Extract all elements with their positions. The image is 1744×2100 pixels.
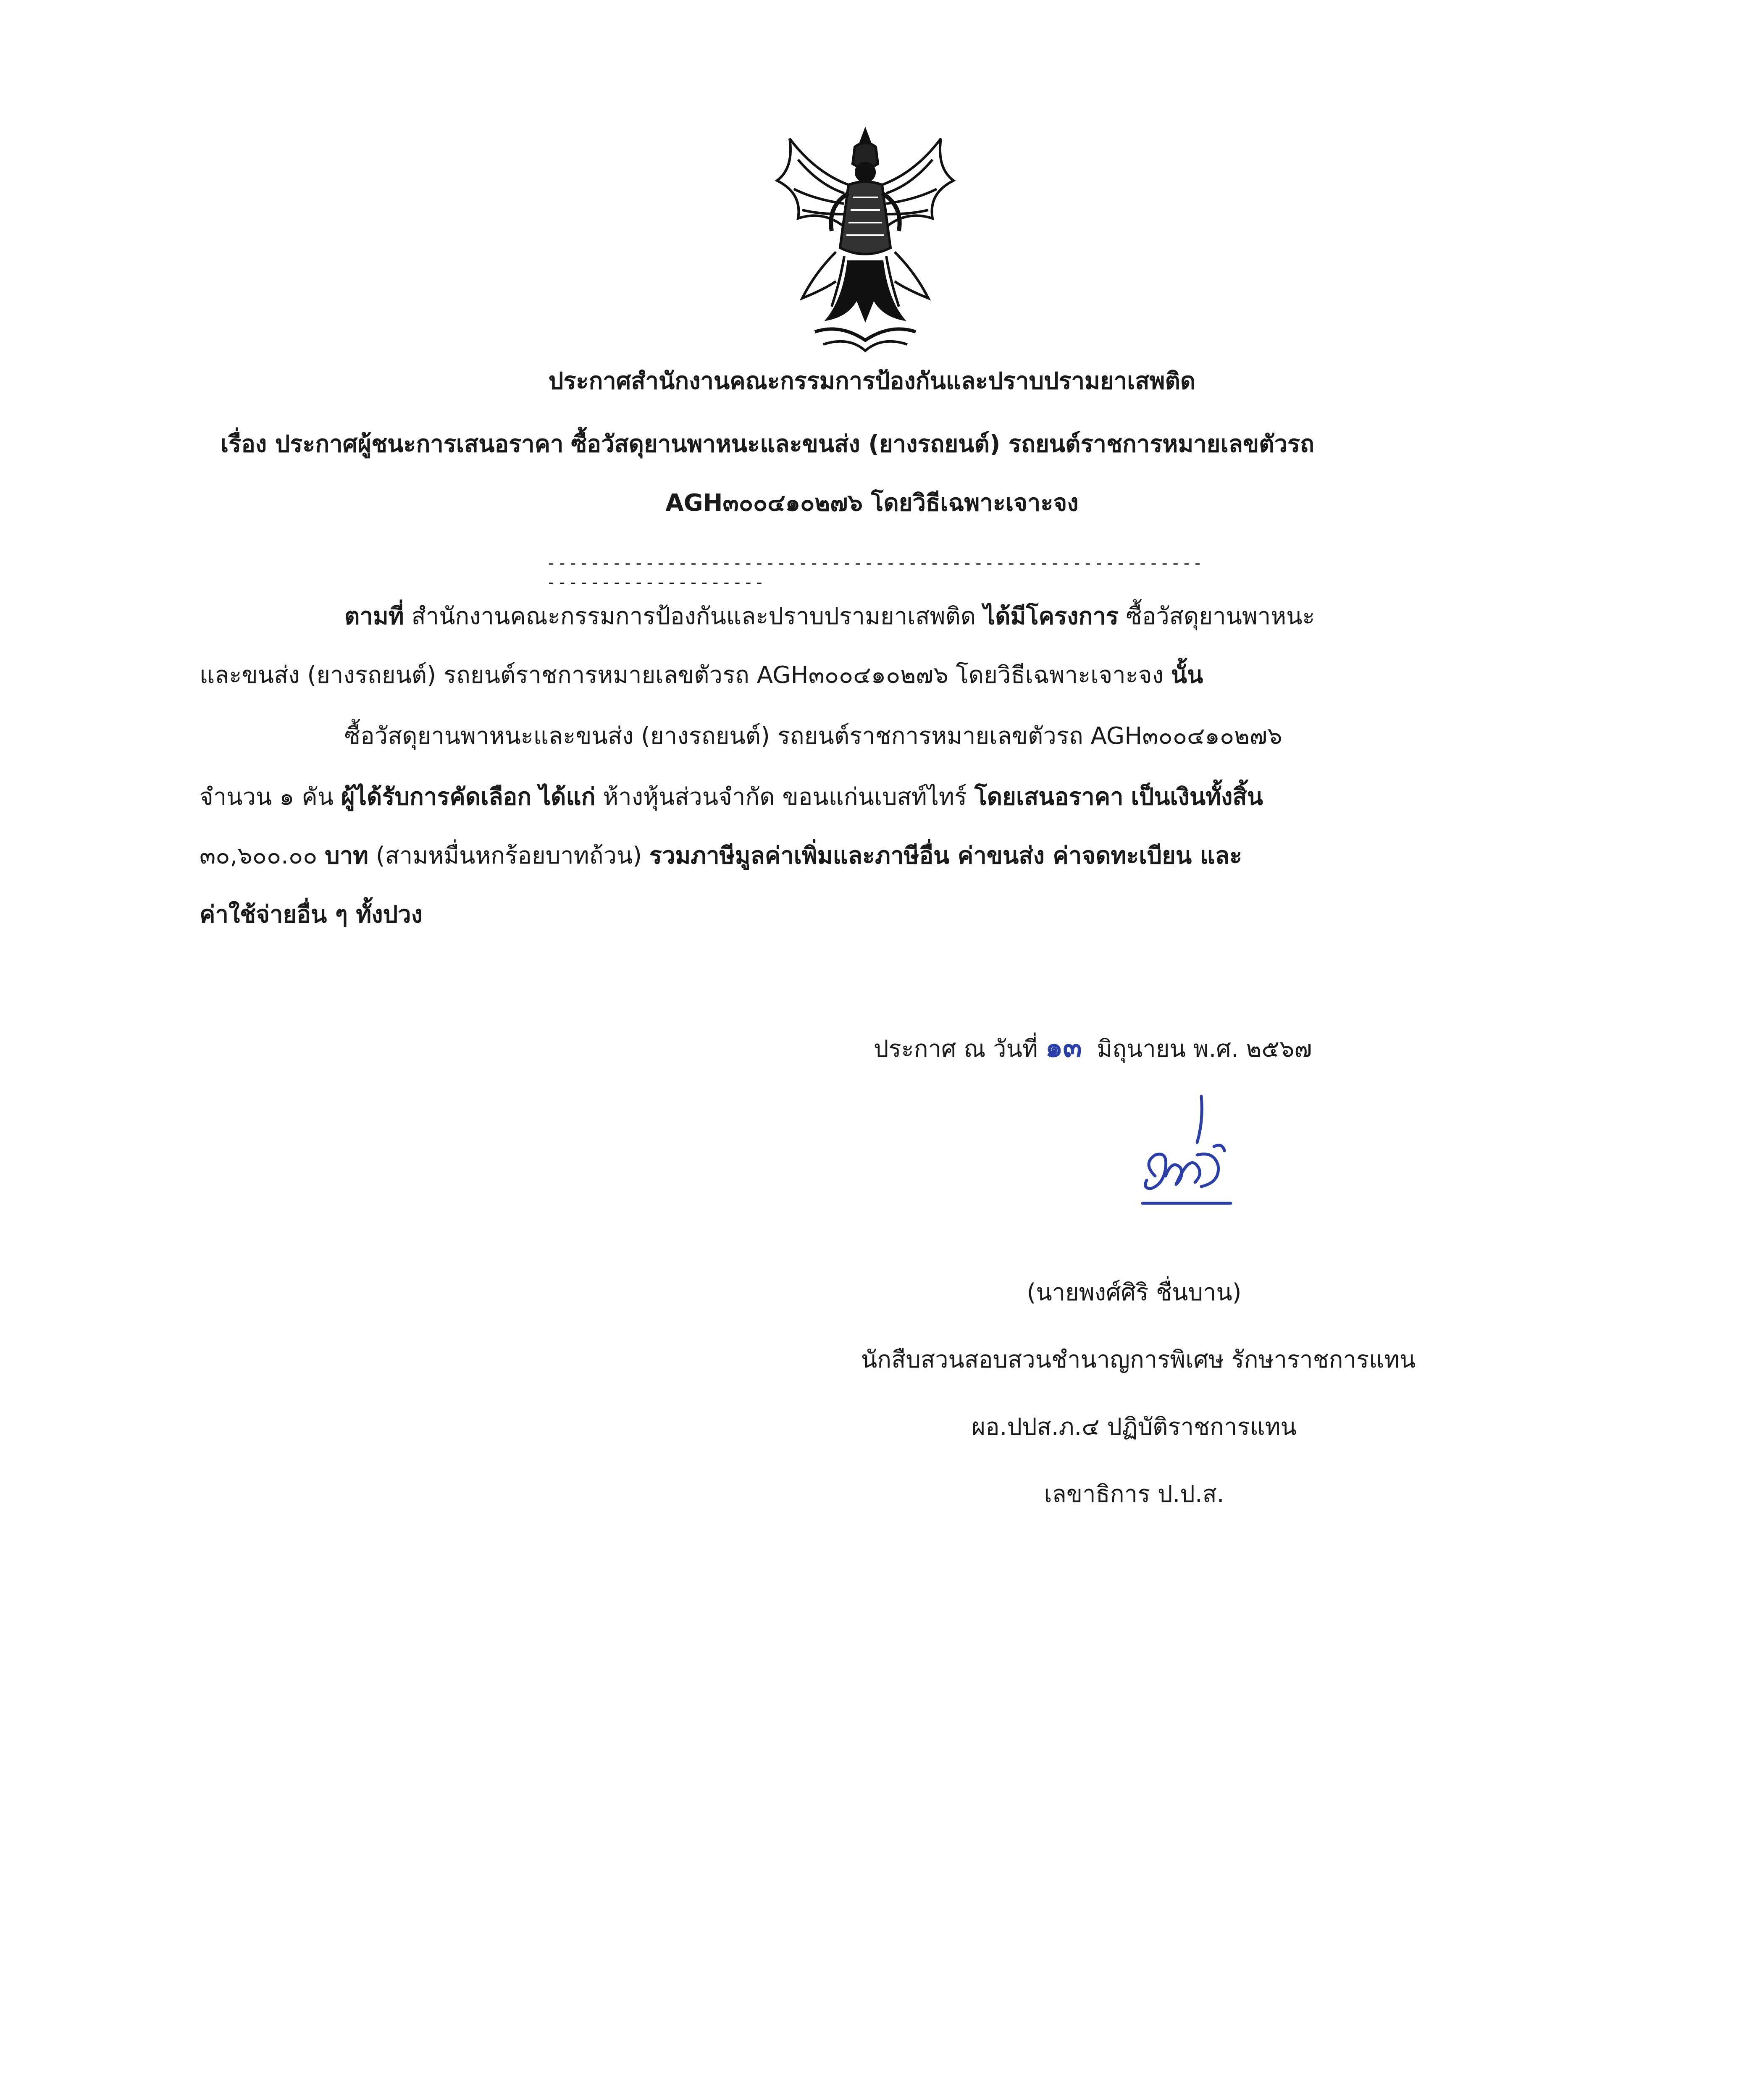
p1-line-2-bold: นั้น (1171, 662, 1203, 689)
p2-l2-d (1124, 783, 1131, 811)
p2-l3-b: (สามหมื่นหกร้อยบาทถ้วน) (368, 842, 649, 869)
announcement-day: ๑๓ (1045, 1031, 1082, 1063)
p2-l2-c: ห้างหุ้นส่วนจำกัด ขอนแก่นเบสท์ไทร์ (595, 783, 974, 811)
p1-line-2-text: และขนส่ง (ยางรถยนต์) รถยนต์ราชการหมายเลขตัวรถ AGH๓๐๐๔๑๐๒๗๖ โดยวิธีเฉพาะเจาะจง (200, 662, 1171, 689)
p2-l4-bold: ค่าใช้จ่ายอื่น ๆ ทั้งปวง (200, 901, 423, 928)
paragraph-2-line-3 (200, 844, 1242, 868)
p2-l2-b (531, 783, 539, 811)
p2-l2-bold-4: เป็นเงินทั้งสิ้น (1131, 783, 1263, 811)
announcement-month-year: มิถุนายน พ.ศ. ๒๕๖๗ (1097, 1035, 1312, 1063)
p2-l2-bold-1: ผู้ได้รับการคัดเลือก (341, 783, 532, 811)
subject-line (221, 430, 1315, 458)
announcement-date (874, 1033, 1312, 1061)
org-title-bold: ประกาศ (548, 368, 631, 395)
p1-text-2: ซื้อวัสดุยานพาหนะ (1118, 603, 1315, 630)
p2-l2-bold-2: ได้แก่ (539, 783, 596, 811)
paragraph-2-line-2 (200, 785, 1263, 809)
handwritten-signature-icon (1126, 1092, 1243, 1218)
signer-position-2: ผอ.ปปส.ภ.๔ ปฏิบัติราชการแทน (972, 1413, 1297, 1441)
paragraph-1-line-2 (200, 664, 1203, 687)
p2-l2-a: จำนวน ๑ คัน (200, 783, 341, 811)
subject-line-3 (0, 491, 1744, 515)
paragraph-2-line-4 (200, 903, 423, 927)
p1-bold-2: ได้มีโครงการ (983, 603, 1119, 630)
paragraph-2-line-1 (344, 724, 1282, 748)
header-separator: -------------------------------------------------------------------------------- (546, 554, 1203, 592)
p1-bold-1: ตามที่ (344, 603, 404, 630)
p2-l3-bold-2: รวมภาษีมูลค่าเพิ่มและภาษีอื่น ค่าขนส่ง ค่าจดทะเบียน และ (649, 842, 1242, 869)
signer-position-1: นักสืบสวนสอบสวนชำนาญการพิเศษ รักษาราชการแทน (861, 1346, 1416, 1373)
p2-l3-a: ๓๐,๖๐๐.๐๐ (200, 842, 325, 869)
p1-text-1: สำนักงานคณะกรรมการป้องกันและปราบปรามยาเสพติด (404, 603, 984, 630)
p2-l2-bold-3: โดยเสนอราคา (974, 783, 1124, 811)
p2-l3-bold-1: บาท (325, 842, 369, 869)
org-title (0, 370, 1744, 393)
org-title-rest: สำนักงานคณะกรรมการป้องกันและปราบปรามยาเสพติด (631, 368, 1196, 395)
subject-line-3-text: AGH๓๐๐๔๑๐๒๗๖ โดยวิธีเฉพาะเจาะจง (665, 489, 1079, 517)
signer-name: (นายพงศ์ศิริ ชื่นบาน) (1027, 1279, 1242, 1306)
announcement-prefix: ประกาศ ณ วันที่ (874, 1035, 1038, 1063)
subject-label: เรื่อง ประกาศผู้ชนะการเสนอราคา (221, 430, 564, 458)
garuda-emblem-icon (764, 122, 966, 357)
subject-rest: ซื้อวัสดุยานพาหนะและขนส่ง (ยางรถยนต์) รถยนต์ราชการหมายเลขตัวรถ (571, 430, 1315, 458)
paragraph-1-line-1 (344, 605, 1315, 628)
signer-position-3: เลขาธิการ ป.ป.ส. (1044, 1480, 1224, 1508)
p2-line-1-text: ซื้อวัสดุยานพาหนะและขนส่ง (ยางรถยนต์) รถยนต์ราชการหมายเลขตัวรถ AGH๓๐๐๔๑๐๒๗๖ (344, 722, 1282, 750)
